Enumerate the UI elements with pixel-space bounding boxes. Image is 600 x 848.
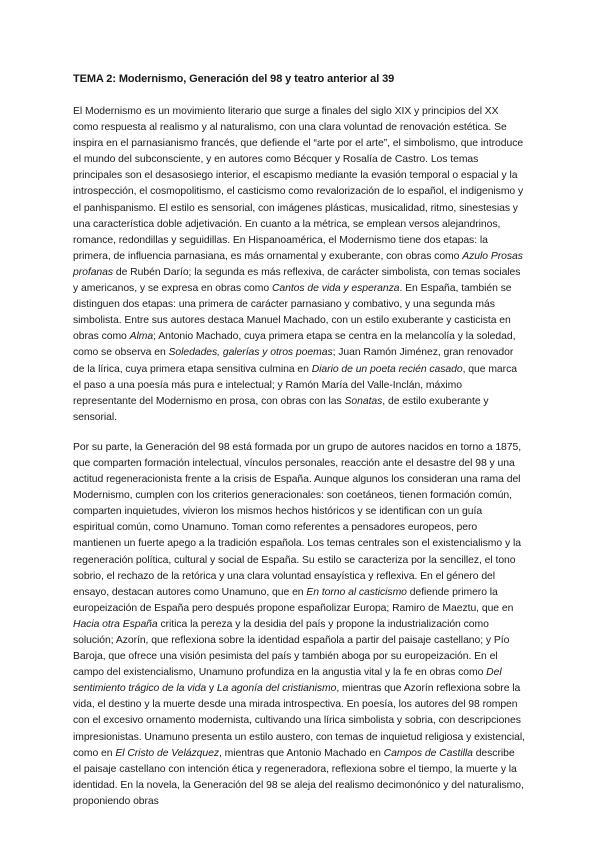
text-run: Por su parte, la Generación del 98 está formada por un grupo de autores nacidos en torno a 1875, que comparten formación intelectual, vínculos personales, reacción ante el desastre del 98 y una actitud regeneracionista frente a la crisis de España. Aunque algunos los consideran una rama del Modernismo, cumplen con los criterios generacionales: son coetáneos, tienen formación común, comparten inquietudes, vivieron los mismos hechos históricos y se identifican con un guía espiritual común, como Unamuno. Toman como referentes a pensadores europeos, pero mantienen un fuerte apego a la tradición española. Los temas centrales son el existencialismo y la regeneración política, cultural y social de España. Su estilo se caracteriza por la sencillez, el tono sobrio, el rechazo de la retórica y una clara voluntad ensayística y reflexiva. En el género del ensayo, destacan autores como Unamuno, que en: [73, 441, 522, 598]
text-run: , que marca el paso a una poesía más pura e intelectual; y Ramón María del Valle-Inclán, máximo representante del Modernismo en prosa, con obras con las: [73, 363, 517, 407]
text-run: El Modernismo es un movimiento literario que surge a finales del siglo XIX y principios del XX como respuesta al realismo y al naturalismo, con una clara voluntad de renovación estética. Se inspira en el parnasianismo francés, que defiende el “arte por el arte”, el simbolismo, que introduce el mundo del subconsciente, y en autores como Bécquer y Rosalía de Castro. Los temas principales son el desasosiego interior, el escapismo mediante la evasión temporal o espacial y la introspección, el cosmopolitismo, el casticismo como revalorización de lo español, el indigenismo y el panhispanismo. El estilo es sensorial, con imágenes plásticas, musicalidad, ritmo, sinestesias y una característica doble adjetivación. En cuanto a la métrica, se emplean versos alejandrinos, romance, redondillas y seguidillas. En Hispanoamérica, el Modernismo tiene dos etapas: la primera, de influencia parnasiana, es más ornamental y exuberante, con obras como: [73, 106, 524, 262]
work-title: Sonatas: [344, 395, 383, 407]
document-title: TEMA 2: Modernismo, Generación del 98 y teatro anterior al 39: [73, 73, 395, 85]
work-title: Azulo: [462, 250, 488, 262]
paragraph-generacion-98: [73, 440, 525, 810]
text-run: describe el paisaje castellano con intención ética y regeneradora, reflexiona sobre el tiempo, la muerte y la identidad. En la novela, la Generación del 98 se aleja del realismo decimonónico y del naturalismo, proponiendo obras: [73, 747, 524, 807]
work-title: Cantos de vida y esperanza: [271, 283, 400, 295]
text-run: ; Juan Ramón Jiménez, gran renovador de la lírica, cuya primera etapa sensitiva culmina en: [73, 347, 514, 375]
work-title: Del sentimiento trágico de la vida: [73, 667, 502, 695]
work-title: La agonía del cristianismo: [216, 683, 337, 695]
work-title: Hacia otra España: [73, 618, 158, 630]
paragraph-modernismo: [73, 104, 525, 426]
work-title: Alma: [129, 331, 154, 343]
text-run: , mientras que Azorín reflexiona sobre la vida, el destino y la muerte desde una mirada introspectiva. En poesía, los autores del 98 rompen con el excesivo ornamento modernista, cultivando una lírica simbolista y sobria, con descripciones impresionistas. Unamuno presenta un estilo austero, con temas de inquietud religiosa y existencial, como en: [73, 683, 525, 759]
work-title: Campos de Castilla: [383, 747, 473, 759]
text-run: , mientras que Antonio Machado en: [218, 747, 384, 759]
work-title: Diario de un poeta recién casado: [311, 363, 463, 375]
text-run: . En España, también se distinguen dos etapas: una primera de carácter parnasiano y combativo, y una segunda más simbolista. Entre sus autores destaca Manuel Machado, con un estilo exuberante y casticista en obras como: [73, 283, 512, 343]
work-title: En torno al casticismo: [306, 586, 407, 598]
work-title: El Cristo de Velázquez: [115, 747, 219, 759]
text-run: ; Antonio Machado, cuya primera etapa se centra en la melancolía y la soledad, como se observa en: [73, 331, 516, 359]
text-run: defiende primero la europeización de España pero después propone españolizar Europa; Ramiro de Maeztu, que en: [73, 586, 514, 614]
text-run: , de estilo exuberante y sensorial.: [73, 395, 489, 423]
text-run: critica la pereza y la desidia del país y propone la industrialización como solución; Azorín, que reflexiona sobre la identidad española a partir del paisaje castellano; y Pío Baroja, que ofrece una visión pesimista del país y también aboga por su europeización. En el campo del existencialismo, Unamuno profundiza en la angustia vital y la fe en obras como: [73, 618, 510, 679]
work-title: Soledades, galerías y otros poemas: [168, 347, 333, 359]
text-run: de Rubén Darío; la segunda es más reflexiva, de carácter simbolista, con temas sociales y americanos, y se expresa en obras como: [73, 266, 521, 295]
text-run: y: [206, 683, 217, 695]
document-page: [73, 72, 525, 824]
work-title: Prosas profanas: [73, 250, 523, 278]
